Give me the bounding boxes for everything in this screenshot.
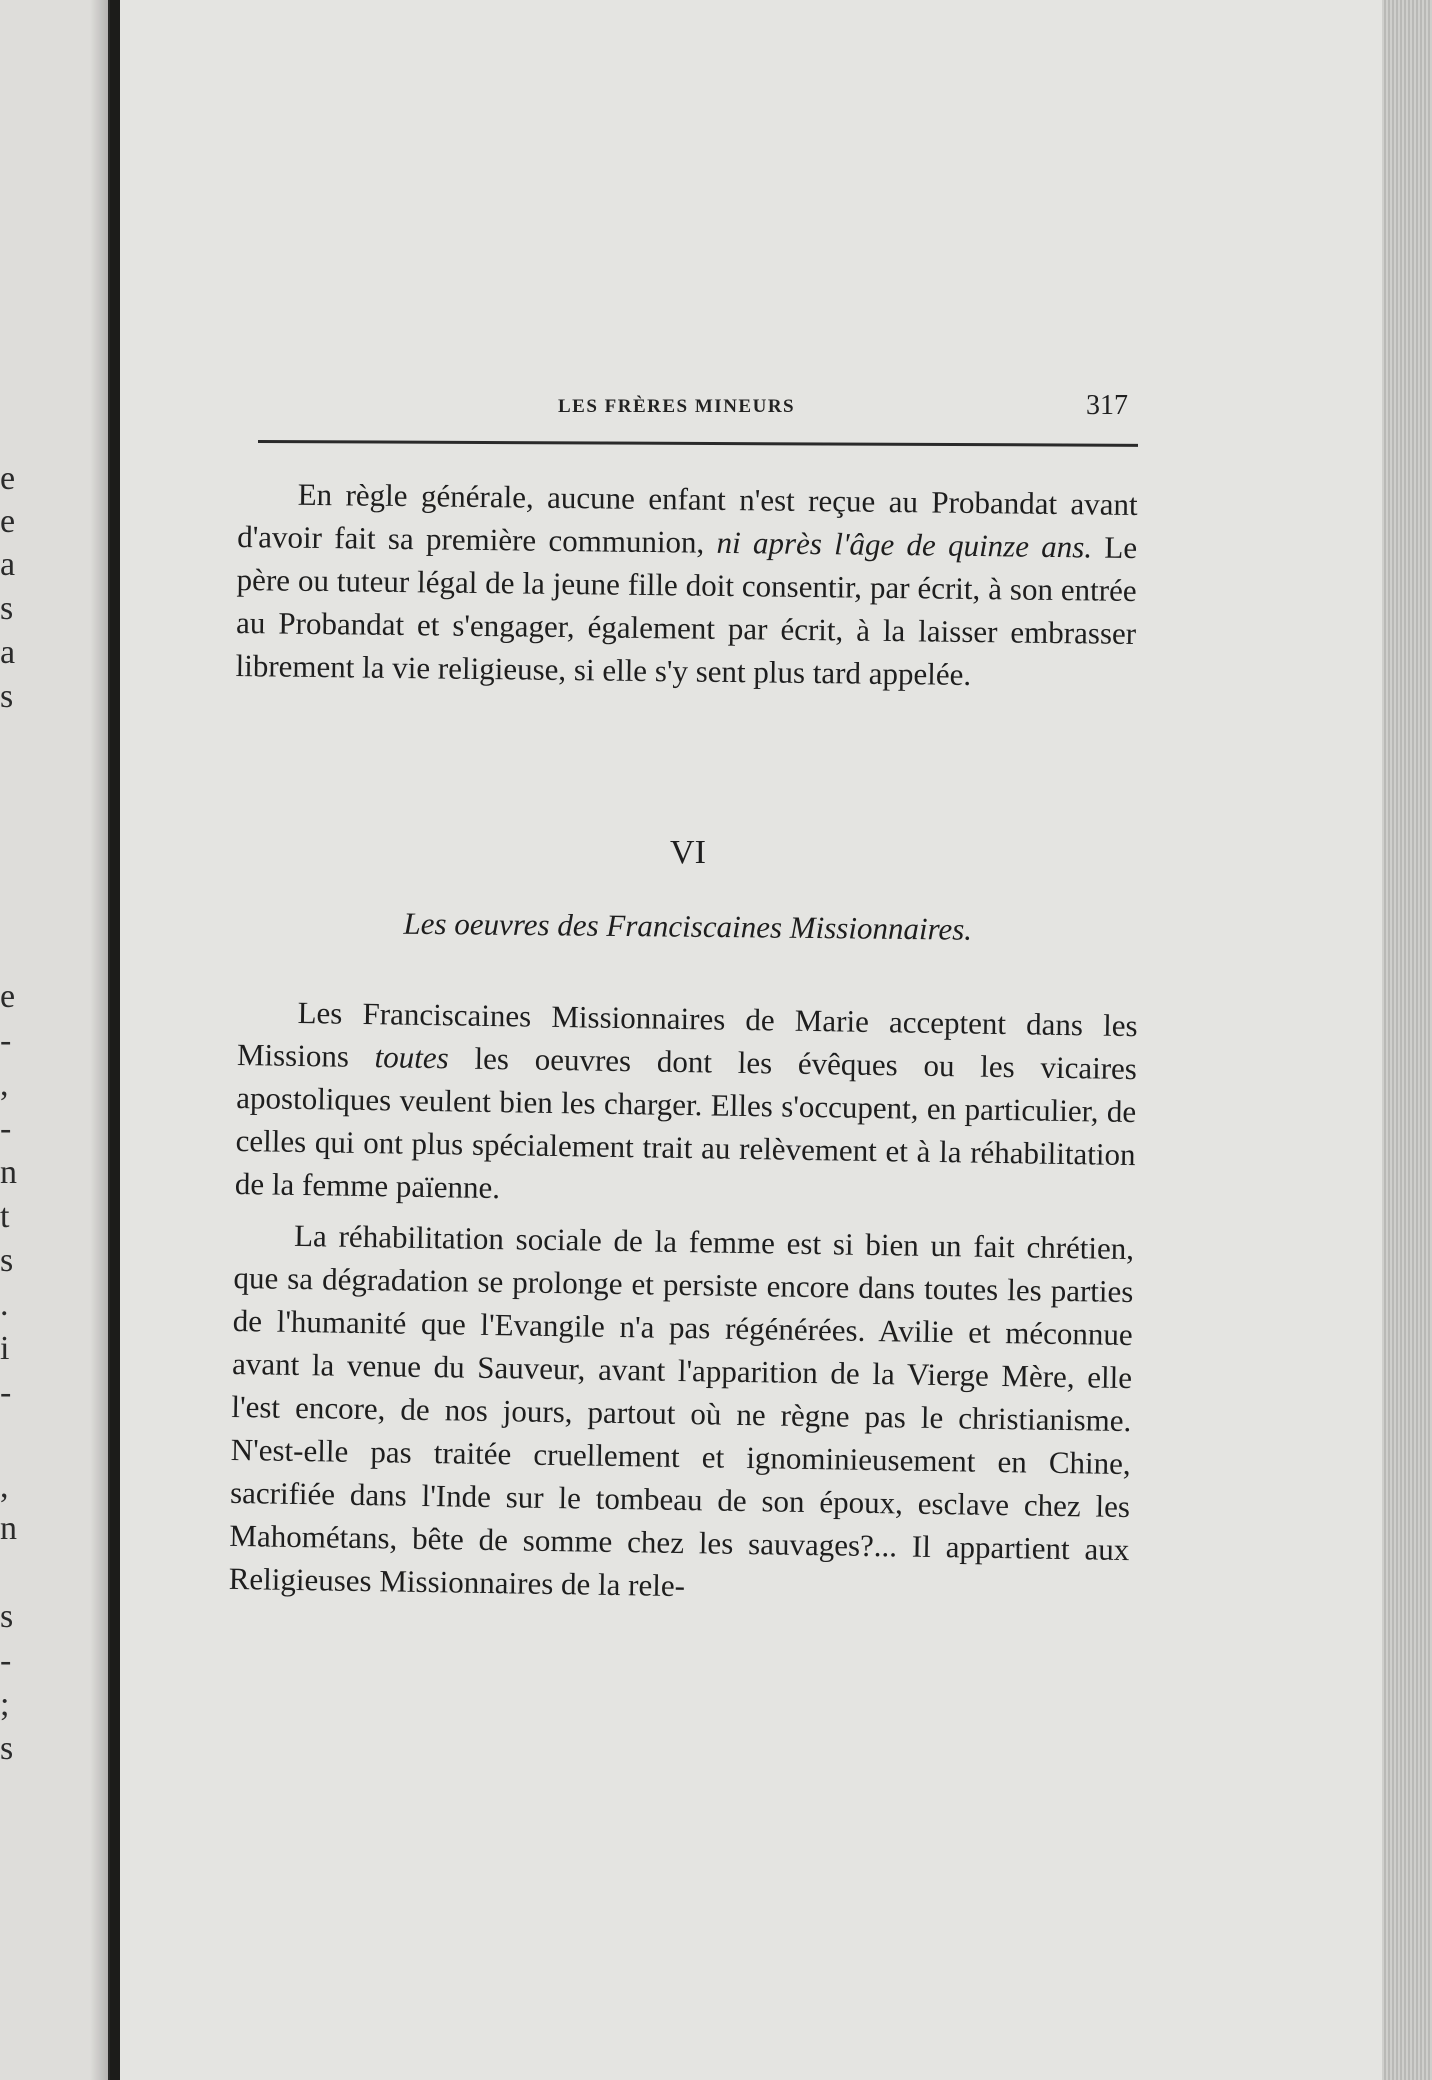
page-edge-stack [1382, 0, 1432, 2080]
left-page-character: a [0, 634, 16, 671]
left-page-character: - [0, 1374, 12, 1411]
left-page-character: ; [0, 1686, 10, 1723]
section-numeral: VI [670, 834, 706, 871]
left-page-character: e [0, 503, 16, 540]
left-page-character: s [0, 1598, 14, 1635]
body-paragraph-2: La réhabilitation sociale de la femme est si bien un fait chrétien, que sa dégradation se prolonge et persiste encore dans toutes les parties de l'humanité que l'Evangile n'a pas régénérées. Avilie et méconnue avant la venue du Sauveur, avant l'apparition de la Vierge Mère, elle l'est encore, de nos jours, partout où ne règne pas le christianisme. N'est-elle pas traitée cruellement et ignominieusement en Chine, sacrifiée dans l'Inde sur le tombeau de son époux, esclave chez les Mahométans, bête de somme chez les sauvages?... Il appartient aux Religieuses Missionnaires de la rele- [228, 1217, 1135, 1604]
body-paragraph-1 [235, 990, 1138, 1219]
left-page-character: n [0, 1510, 17, 1547]
page-number: 317 [1086, 390, 1128, 421]
body-text-block [228, 990, 1137, 1614]
left-page-character: - [0, 1022, 12, 1059]
gutter-shadow [90, 0, 108, 2080]
left-page-character: a [0, 546, 16, 583]
left-page-character: t [0, 1198, 10, 1235]
body-p1-after-emphasis: les oeuvres dont les évêques ou les vicaires apostoliques veulent bien les charger. Elles s'occupent, en particulier, de celles qui ont plus spécialement trait au relèvement et à la réhabilitation de la femme païenne. [234, 1040, 1138, 1206]
left-page-character: . [0, 1286, 9, 1323]
left-page-character: e [0, 978, 16, 1015]
left-page-character: , [0, 1468, 9, 1505]
body-p1-before-emphasis: Les Franciscaines Missionnaires de Marie acceptent dans les Missions [236, 994, 1138, 1075]
left-page-character: s [0, 590, 14, 627]
left-page-character: - [0, 1642, 12, 1679]
left-page-character: e [0, 460, 16, 497]
left-page-character: - [0, 1110, 12, 1147]
left-page-character: n [0, 1154, 17, 1191]
intro-text-after-emphasis: Le père ou tuteur légal de la jeune fille doit consentir, par écrit, à son entrée au Probandat et s'engager, également par écrit, à la laisser embrasser librement la vie religieuse, si elle s'y sent plus tard appelée. [235, 529, 1138, 692]
left-page-character: s [0, 678, 14, 715]
running-title: LES FRÈRES MINEURS [558, 396, 796, 417]
section-title: Les oeuvres des Franciscaines Missionnaires. [403, 905, 973, 947]
body-p1-emphasis: toutes [374, 1039, 450, 1076]
intro-text-before-emphasis: En règle générale, aucune enfant n'est reçue au Probandat avant d'avoir fait sa première communion, [236, 476, 1138, 560]
running-head [258, 388, 1138, 428]
left-page-character: , [0, 1066, 9, 1103]
left-page-fragment [0, 0, 110, 2080]
intro-emphasis: ni après l'âge de quinze ans. [716, 524, 1093, 565]
left-page-character: i [0, 1330, 10, 1367]
intro-paragraph-block [235, 472, 1138, 698]
intro-paragraph [235, 472, 1138, 698]
left-page-character: s [0, 1730, 14, 1767]
left-page-character: s [0, 1242, 14, 1279]
